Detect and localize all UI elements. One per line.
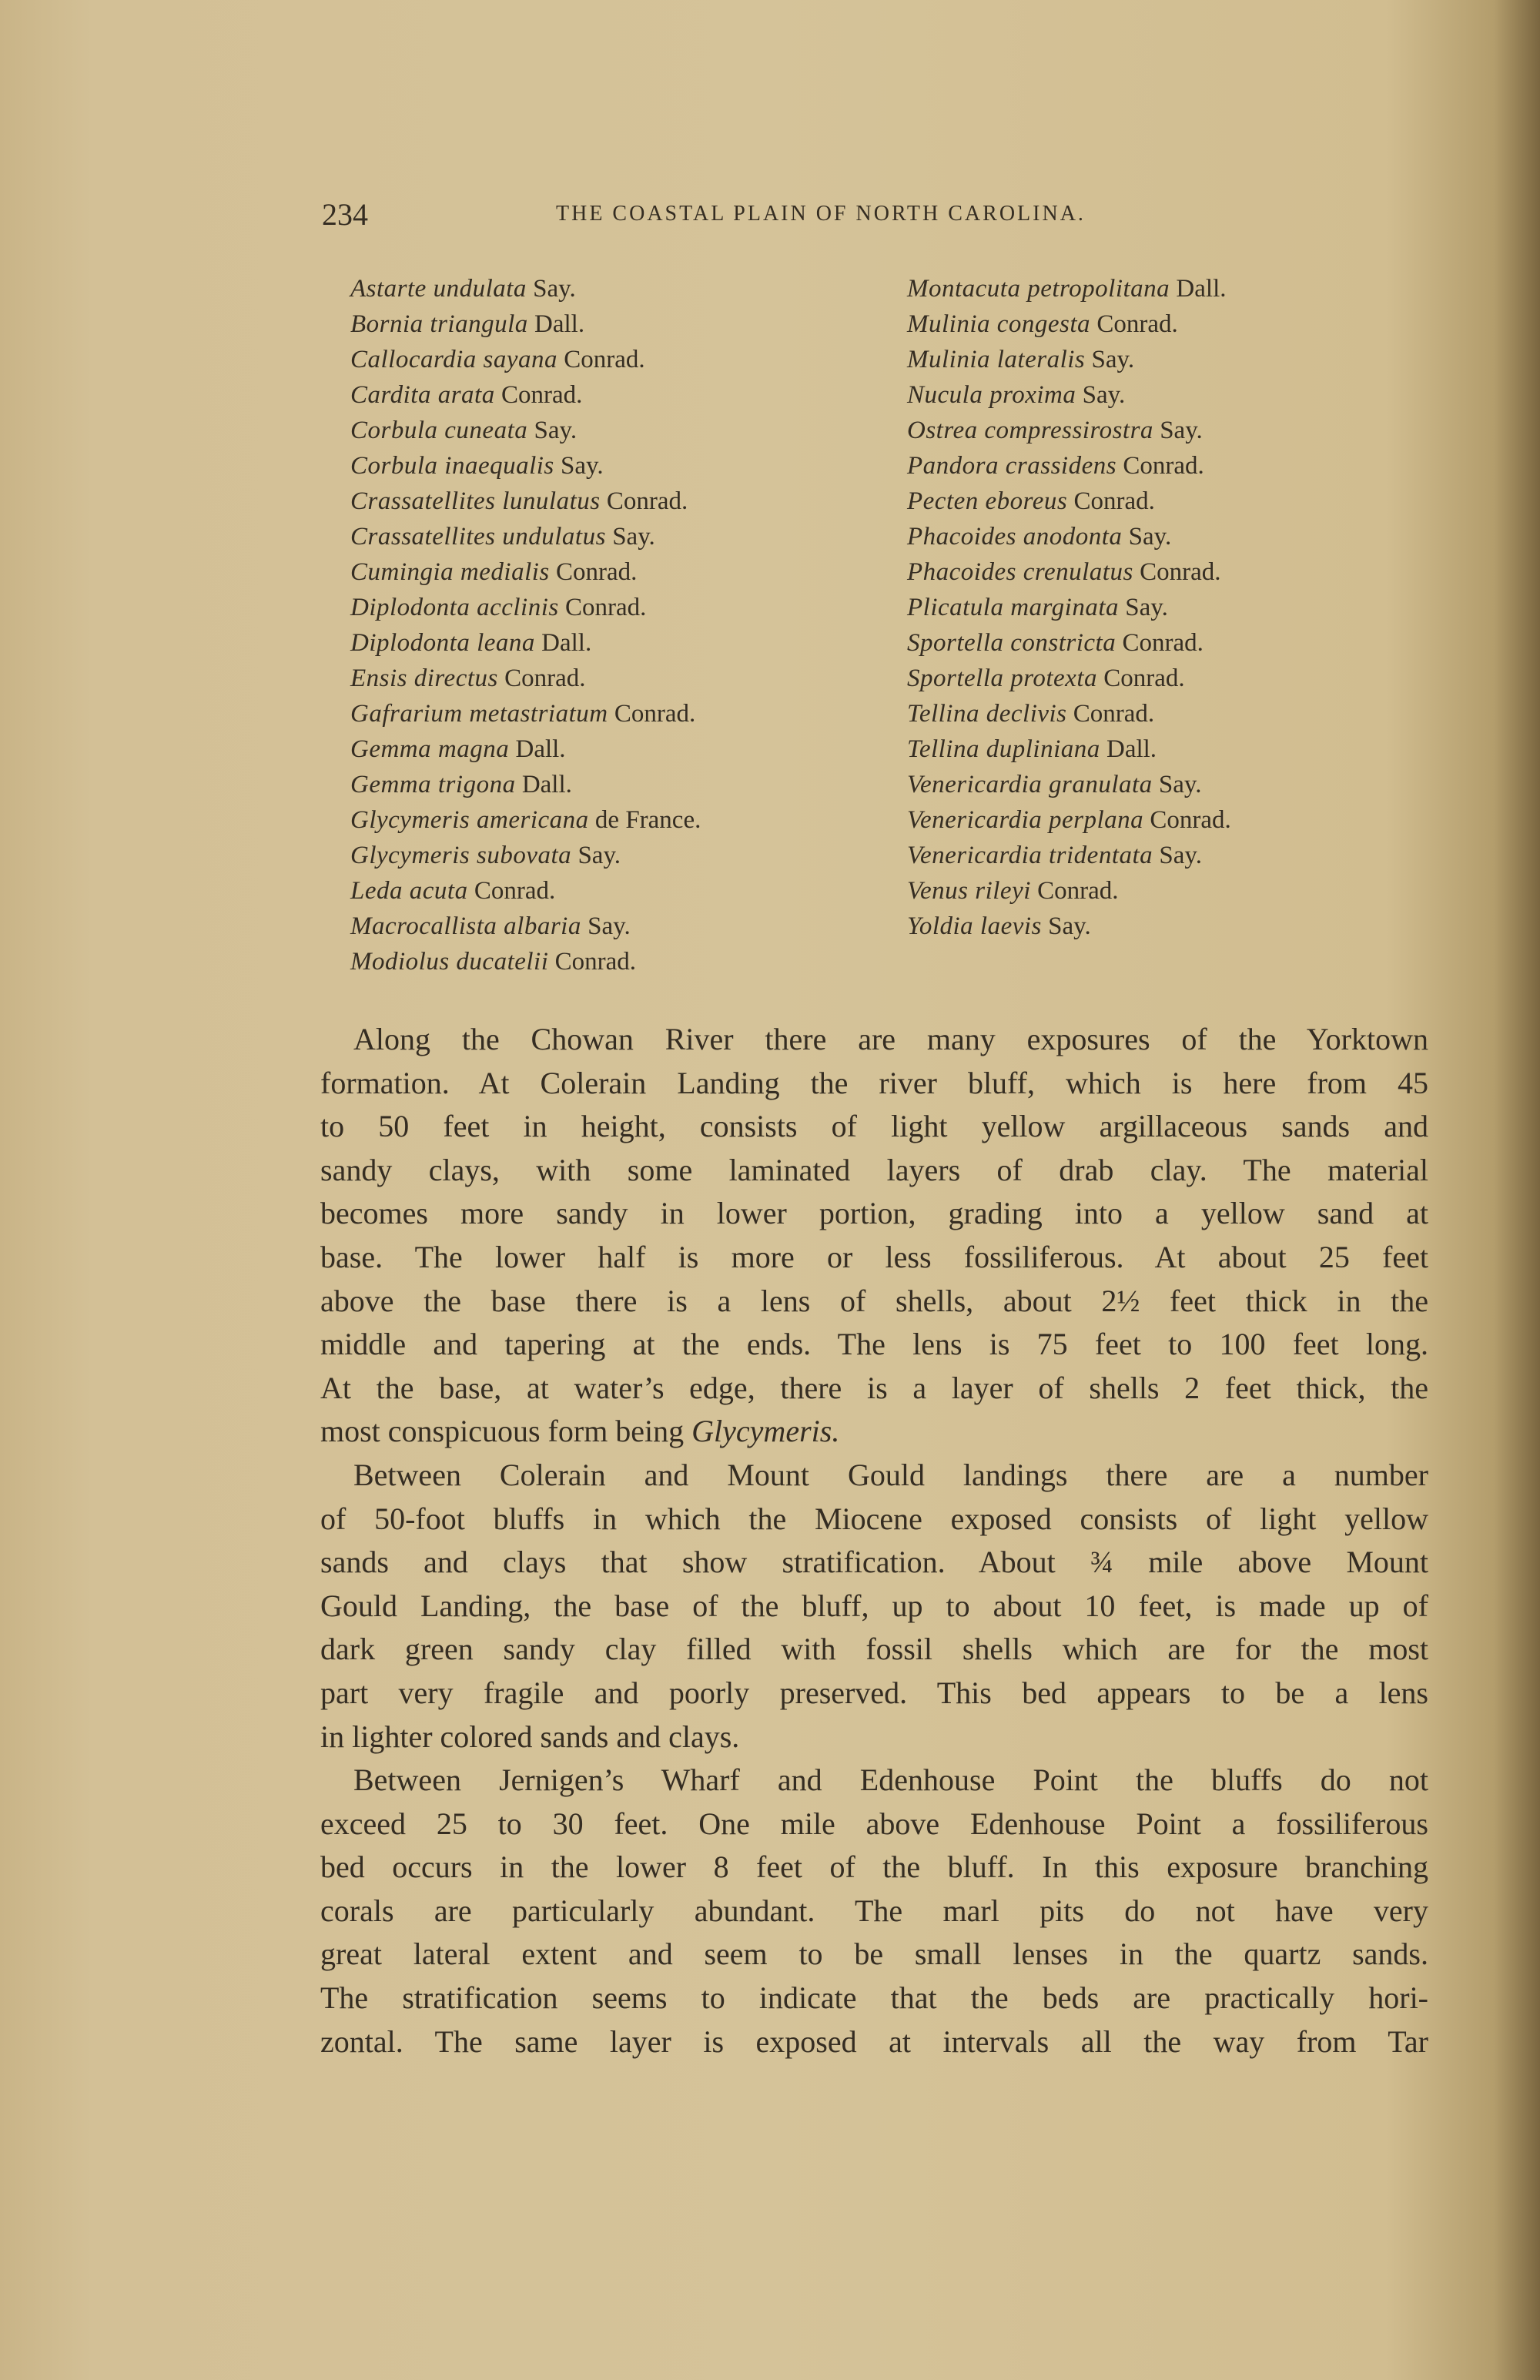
text-line: The stratification seems to indicate that the beds are practically hori- [320, 1980, 1428, 2016]
species-name: Pecten eboreus [907, 487, 1068, 515]
species-name: Phacoides anodonta [907, 523, 1123, 551]
species-entry [350, 767, 701, 802]
species-entry [907, 448, 1231, 484]
text-line: part very fragile and poorly preserved. This bed appears to be a lens [320, 1675, 1428, 1710]
species-name: Crassatellites lunulatus [350, 487, 601, 515]
species-author: Dall. [1106, 735, 1157, 763]
species-name: Plicatula marginata [907, 594, 1120, 621]
species-entry [350, 484, 701, 519]
species-entry [907, 661, 1231, 696]
text-line: At the base, at water’s edge, there is a layer of shells 2 feet thick, the [320, 1370, 1428, 1405]
species-entry [350, 554, 701, 590]
species-entry [907, 802, 1231, 838]
species-entry [907, 554, 1231, 590]
species-name: Montacuta petropolitana [907, 275, 1170, 303]
species-author: Conrad. [504, 664, 586, 692]
species-entry [350, 625, 701, 661]
species-entry [907, 519, 1231, 554]
species-name: Mulinia lateralis [907, 346, 1086, 373]
text-line: Between Colerain and Mount Gould landings there are a number [353, 1457, 1428, 1492]
species-entry [350, 271, 701, 306]
species-entry [350, 413, 701, 448]
species-name: Phacoides crenulatus [907, 558, 1133, 586]
species-entry [350, 731, 701, 767]
species-author: Say. [1159, 842, 1203, 869]
species-name: Macrocallista albaria [350, 912, 581, 940]
species-name: Yoldia laevis [907, 912, 1042, 940]
species-entry [907, 731, 1231, 767]
species-entry [350, 306, 701, 342]
species-author: Conrad. [554, 948, 637, 976]
species-name: Ostrea compressirostra [907, 417, 1153, 444]
text-line: to 50 feet in height, consists of light yellow argillaceous sands and [320, 1109, 1428, 1144]
species-entry [350, 838, 701, 873]
species-name: Pandora crassidens [907, 452, 1117, 480]
text-line: Along the Chowan River there are many exposures of the Yorktown [353, 1022, 1428, 1056]
species-name: Diplodonta acclinis [350, 594, 559, 621]
species-list-right [907, 271, 1231, 944]
species-name: Mulinia congesta [907, 310, 1091, 338]
species-author: Say. [578, 842, 621, 869]
species-name: Venericardia tridentata [907, 842, 1153, 869]
species-entry [350, 377, 701, 413]
species-entry [907, 413, 1231, 448]
species-entry [350, 909, 701, 944]
species-name: Ensis directus [350, 664, 498, 692]
page-number: 234 [322, 197, 368, 232]
species-name: Diplodonta leana [350, 629, 535, 657]
species-author: Conrad. [614, 700, 696, 728]
species-author: Say. [1128, 523, 1172, 551]
paragraph [320, 1759, 1428, 2064]
species-author: Say. [1082, 381, 1126, 409]
species-name: Astarte undulata [350, 275, 527, 303]
species-author: Conrad. [500, 381, 583, 409]
text-line [320, 1410, 1428, 1454]
species-author: Conrad. [1037, 877, 1119, 905]
species-author: Conrad. [1123, 452, 1204, 480]
species-entry [907, 696, 1231, 731]
text-line: middle and tapering at the ends. The lens is 75 feet to 100 feet long. [320, 1327, 1428, 1362]
species-author: Conrad. [474, 877, 556, 905]
species-entry [907, 484, 1231, 519]
species-author: Say. [612, 523, 655, 551]
text-line: of 50-foot bluffs in which the Miocene exposed consists of light yellow [320, 1501, 1428, 1536]
species-author: de France. [594, 806, 701, 834]
paragraph [320, 1454, 1428, 1759]
species-entry [907, 625, 1231, 661]
species-author: Dall. [534, 310, 585, 338]
species-name: Leda acuta [350, 877, 468, 905]
species-entry [350, 342, 701, 377]
species-author: Say. [1091, 346, 1135, 373]
species-name: Corbula cuneata [350, 417, 528, 444]
species-name: Gafrarium metastriatum [350, 700, 608, 728]
species-name: Venericardia perplana [907, 806, 1144, 834]
species-name: Tellina declivis [907, 700, 1067, 728]
species-author: Say. [1125, 594, 1168, 621]
text-line: formation. At Colerain Landing the river bluff, which is here from 45 [320, 1065, 1428, 1100]
species-entry [350, 448, 701, 484]
text-segment: most conspicuous form being [320, 1414, 692, 1449]
species-name: Tellina dupliniana [907, 735, 1100, 763]
body-text [320, 1018, 1428, 2064]
species-author: Say. [534, 417, 578, 444]
species-entry [907, 271, 1231, 306]
species-author: Conrad. [1140, 558, 1221, 586]
text-line: sands and clays that show stratification. About ¾ mile above Mount [320, 1545, 1428, 1580]
species-entry [350, 873, 701, 909]
species-entry [907, 590, 1231, 625]
species-name: Glycymeris subovata [350, 842, 572, 869]
species-entry [350, 944, 701, 979]
species-list-left [350, 271, 701, 979]
species-author: Conrad. [564, 346, 645, 373]
species-author: Conrad. [556, 558, 638, 586]
species-author: Dall. [515, 735, 566, 763]
text-line: in lighter colored sands and clays. [320, 1719, 740, 1754]
species-name: Callocardia sayana [350, 346, 558, 373]
species-entry [350, 519, 701, 554]
species-author: Dall. [541, 629, 592, 657]
species-name: Venericardia granulata [907, 771, 1153, 798]
species-name: Cumingia medialis [350, 558, 550, 586]
species-author: Say. [588, 912, 631, 940]
paragraph [320, 1018, 1428, 1454]
species-name: Sportella constricta [907, 629, 1116, 657]
species-entry [907, 377, 1231, 413]
species-author: Conrad. [1122, 629, 1204, 657]
species-author: Dall. [1176, 275, 1227, 303]
species-author: Conrad. [564, 594, 647, 621]
species-author: Say. [1158, 771, 1202, 798]
text-line: exceed 25 to 30 feet. One mile above Edenhouse Point a fossiliferous [320, 1806, 1428, 1841]
text-line: Between Jernigen’s Wharf and Edenhouse Point the bluffs do not [353, 1762, 1428, 1798]
species-entry [350, 802, 701, 838]
text-line: Gould Landing, the base of the bluff, up to about 10 feet, is made up of [320, 1588, 1428, 1623]
species-author: Say. [533, 275, 576, 303]
species-entry [907, 873, 1231, 909]
text-line: corals are particularly abundant. The marl pits do not have very [320, 1893, 1428, 1928]
species-name: Crassatellites undulatus [350, 523, 606, 551]
species-entry [907, 306, 1231, 342]
species-author: Say. [561, 452, 604, 480]
species-entry [350, 590, 701, 625]
species-author: Say. [1048, 912, 1091, 940]
species-name: Nucula proxima [907, 381, 1076, 409]
species-name: Modiolus ducatelii [350, 948, 549, 976]
text-line: base. The lower half is more or less fossiliferous. At about 25 feet [320, 1239, 1428, 1274]
text-line: sandy clays, with some laminated layers of drab clay. The material [320, 1152, 1428, 1187]
species-author: Conrad. [606, 487, 688, 515]
species-author: Conrad. [1150, 806, 1231, 834]
species-entry [907, 909, 1231, 944]
species-name: Venus rileyi [907, 877, 1031, 905]
species-entry [907, 838, 1231, 873]
species-entry [350, 661, 701, 696]
species-author: Conrad. [1096, 310, 1178, 338]
species-name: Bornia triangula [350, 310, 528, 338]
text-line: zontal. The same layer is exposed at intervals all the way from Tar [320, 2024, 1428, 2059]
species-author: Conrad. [1073, 487, 1155, 515]
species-name: Corbula inaequalis [350, 452, 554, 480]
text-line: becomes more sandy in lower portion, grading into a yellow sand at [320, 1196, 1428, 1231]
species-name: Gemma trigona [350, 771, 516, 798]
species-entry [907, 767, 1231, 802]
text-line: above the base there is a lens of shells, about 2½ feet thick in the [320, 1283, 1428, 1318]
species-entry [907, 342, 1231, 377]
italic-term: Glycymeris. [691, 1414, 840, 1449]
text-line: bed occurs in the lower 8 feet of the bluff. In this exposure branching [320, 1849, 1428, 1885]
species-author: Conrad. [1073, 700, 1155, 728]
species-name: Cardita arata [350, 381, 495, 409]
species-author: Conrad. [1103, 664, 1185, 692]
species-author: Say. [1160, 417, 1203, 444]
species-name: Glycymeris americana [350, 806, 589, 834]
species-author: Dall. [521, 771, 572, 798]
text-line: great lateral extent and seem to be small lenses in the quartz sands. [320, 1936, 1428, 1972]
running-title: THE COASTAL PLAIN OF NORTH CAROLINA. [556, 202, 1086, 226]
species-entry [350, 696, 701, 731]
species-name: Gemma magna [350, 735, 510, 763]
text-line: dark green sandy clay filled with fossil shells which are for the most [320, 1632, 1428, 1667]
species-name: Sportella protexta [907, 664, 1097, 692]
